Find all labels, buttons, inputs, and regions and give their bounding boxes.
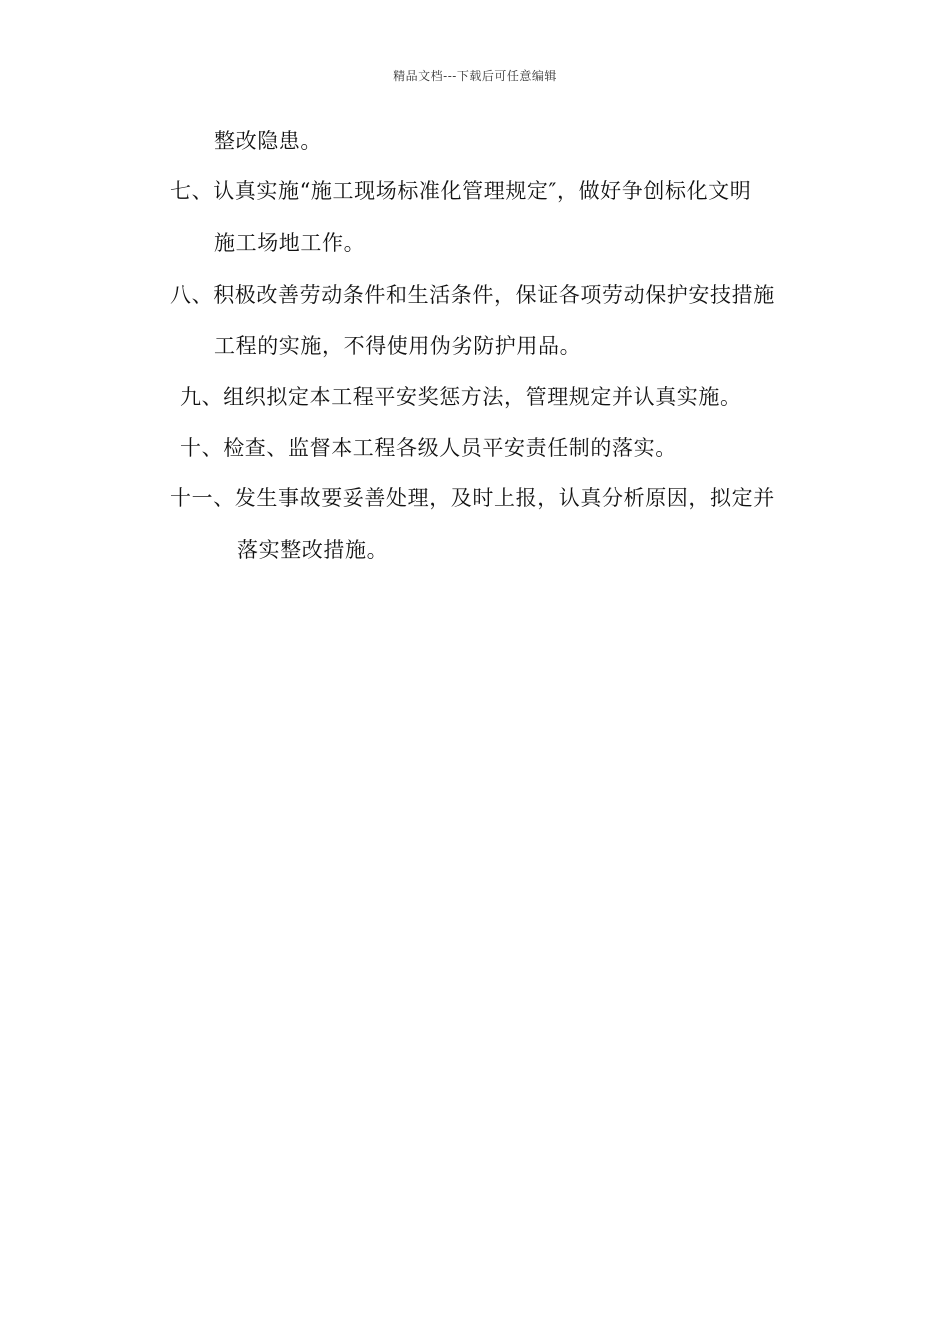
item-8-line-1: 八、积极改善劳动条件和生活条件，保证各项劳动保护安技措施 — [170, 283, 775, 307]
item-7-line-2: 施工场地工作。 — [214, 231, 366, 255]
item-11-line-1: 十一、发生事故要妥善处理，及时上报，认真分析原因，拟定并 — [170, 486, 775, 510]
page-header: 精品文档---下载后可任意编辑 — [393, 69, 557, 83]
item-11-line-2: 落实整改措施。 — [237, 538, 389, 562]
text-line: 整改隐患。 — [214, 129, 322, 153]
item-8-line-2: 工程的实施，不得使用伪劣防护用品。 — [214, 334, 582, 358]
item-9-line: 九、组织拟定本工程平安奖惩方法，管理规定并认真实施。 — [180, 385, 742, 409]
item-7-line-1: 七、认真实施“施工现场标准化管理规定″，做好争创标化文明 — [170, 179, 752, 203]
item-10-line: 十、检查、监督本工程各级人员平安责任制的落实。 — [180, 436, 677, 460]
